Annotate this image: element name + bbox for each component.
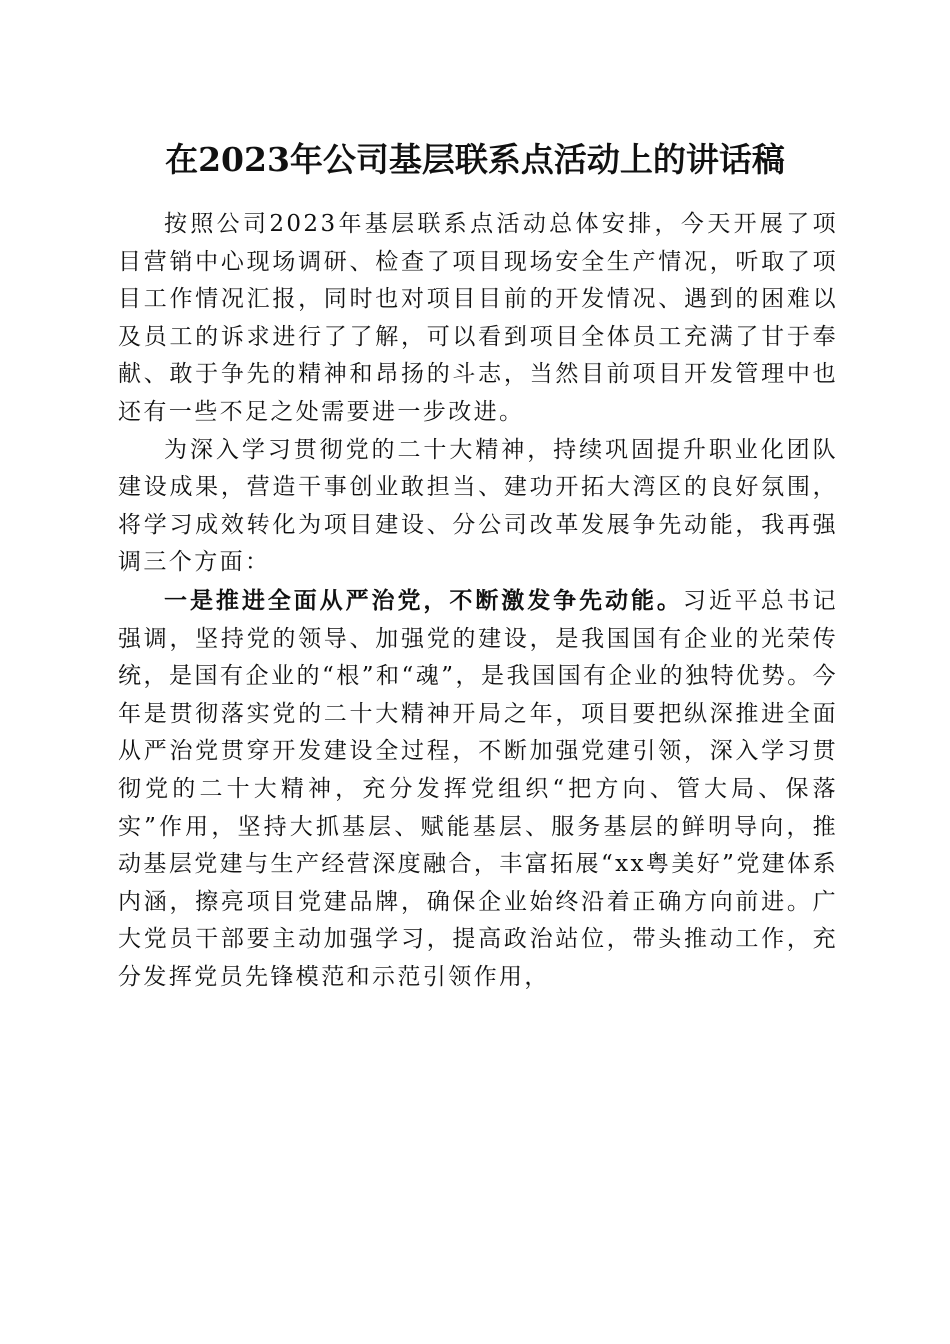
paragraph-intro-text: 按照公司2023年基层联系点活动总体安排，今天开展了项目营销中心现场调研、检查了项目现场安全生产情况，听取了项目工作情况汇报，同时也对项目目前的开发情况、遇到的困难以及员工的诉求进行了了解，可以看到项目全体员工充满了甘于奉献、敢于争先的精神和昂扬的斗志，当然目前项目开发管理中也还有一些不足之处需要进一步改进。: [118, 211, 838, 425]
document-body: [118, 206, 838, 996]
document-title: 在2023年公司基层联系点活动上的讲话稿: [165, 140, 785, 179]
paragraph-point-one: [118, 582, 838, 997]
paragraph-intro: [118, 206, 838, 432]
paragraph-point-one-text: 习近平总书记强调，坚持党的领导、加强党的建设，是我国国有企业的光荣传统，是国有企业的“根”和“魂”，是我国国有企业的独特优势。今年是贯彻落实党的二十大精神开局之年，项目要把纵深推进全面从严治党贯穿开发建设全过程，不断加强党建引领，深入学习贯彻党的二十大精神，充分发挥党组织“把方向、管大局、保落实”作用，坚持大抓基层、赋能基层、服务基层的鲜明导向，推动基层党建与生产经营深度融合，丰富拓展“xx粤美好”党建体系内涵，擦亮项目党建品牌，确保企业始终沿着正确方向前进。广大党员干部要主动加强学习，提高政治站位，带头推动工作，充分发挥党员先锋模范和示范引领作用，: [118, 587, 838, 990]
paragraph-overview-text: 为深入学习贯彻党的二十大精神，持续巩固提升职业化团队建设成果，营造干事创业敢担当、建功开拓大湾区的良好氛围，将学习成效转化为项目建设、分公司改革发展争先动能，我再强调三个方面：: [118, 436, 838, 576]
paragraph-overview: [118, 432, 838, 582]
paragraph-point-one-heading: 一是推进全面从严治党，不断激发争先动能。: [164, 586, 683, 614]
